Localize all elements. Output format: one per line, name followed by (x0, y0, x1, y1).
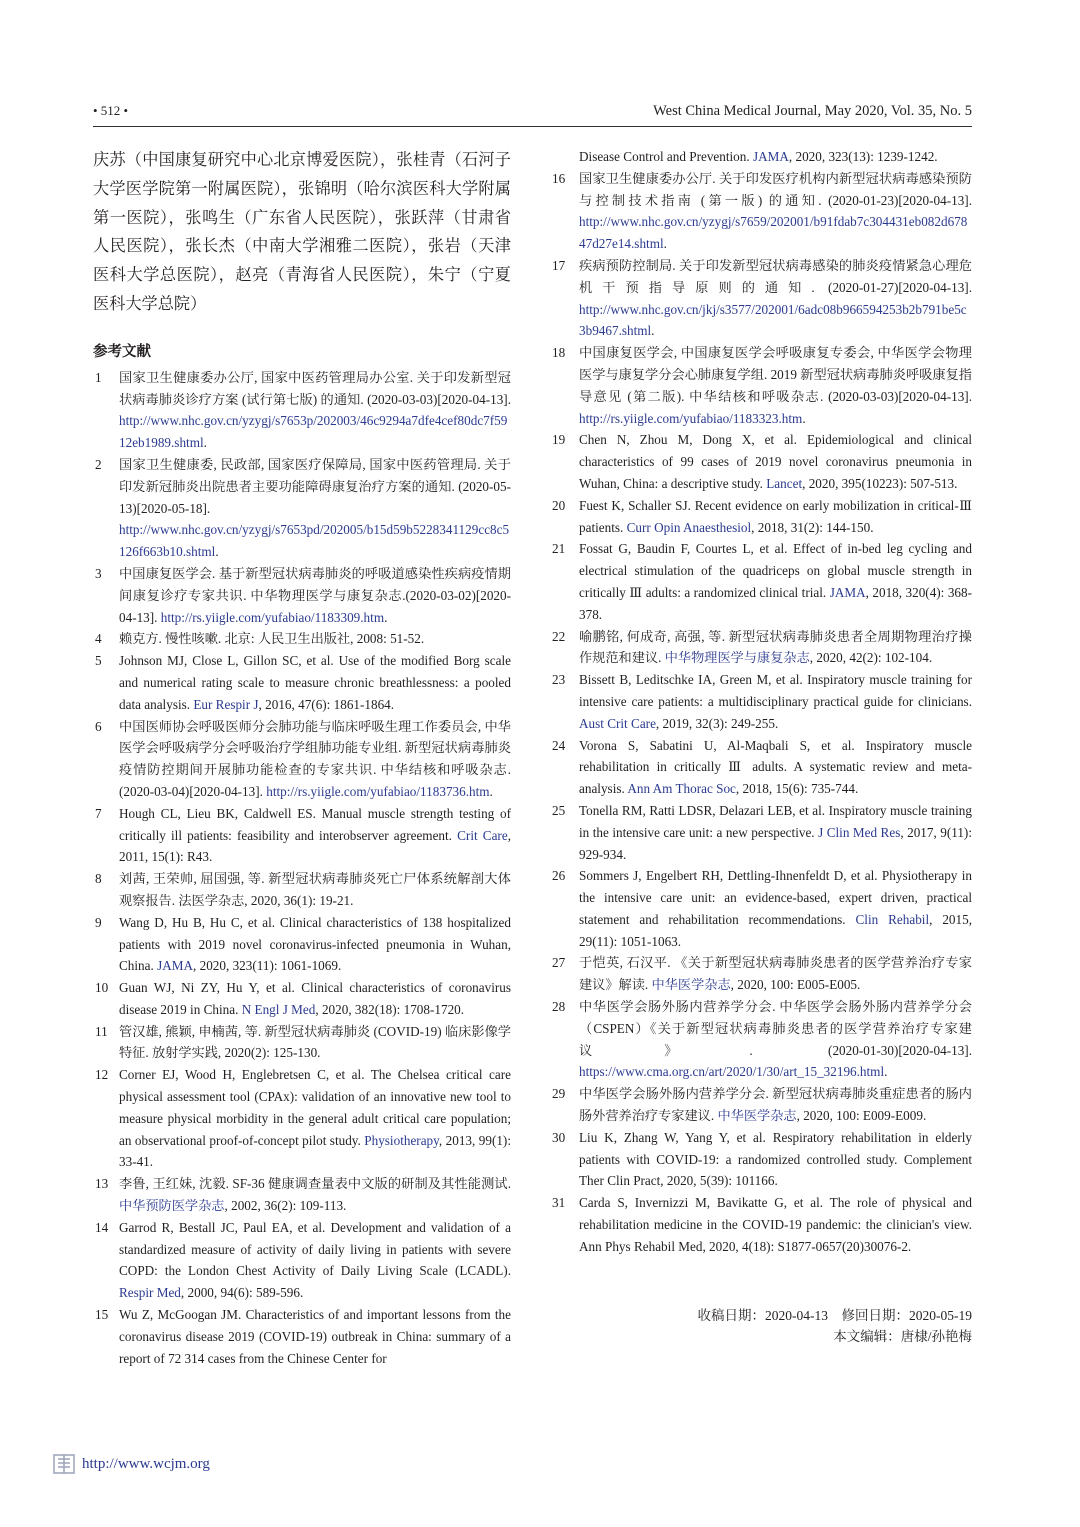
reference-number: 7 (95, 805, 102, 821)
reference-link[interactable]: Physiotherapy (364, 1132, 439, 1148)
reference-link[interactable]: https://www.cma.org.cn/art/2020/1/30/art_15_32196.html (579, 1064, 885, 1080)
reference-number: 18 (552, 345, 566, 361)
right-column (546, 146, 972, 1258)
page-number: • 512 • (93, 103, 129, 118)
reference-number: 31 (552, 1195, 566, 1211)
reference-item (93, 650, 511, 715)
reference-item (546, 1127, 972, 1192)
reference-item (546, 1192, 972, 1257)
reference-number: 1 (95, 369, 102, 385)
reference-item (93, 716, 511, 803)
reference-number: 10 (95, 980, 109, 996)
footer (52, 1452, 210, 1476)
reference-item (546, 168, 972, 255)
reference-link[interactable]: Crit Care (457, 827, 508, 843)
reference-item (93, 1173, 511, 1217)
reference-text: Sommers J, Engelbert RH, Dettling-Ihnenfeldt D, et al. Physiotherapy in the intensive care unit: an evidence-based, expert driven, practical statement and rehabilitation recommendations. Clin Rehabil, 2015, 29(11): 1051-1063. (579, 868, 972, 949)
reference-link[interactable]: Lancet (766, 475, 803, 491)
reference-link[interactable]: Eur Respir J (193, 696, 259, 712)
reference-item (93, 628, 511, 650)
reference-link[interactable]: Curr Opin Anaesthesiol (626, 519, 752, 535)
reference-link[interactable]: http://rs.yiigle.com/yufabiao/1183736.htm (266, 783, 490, 799)
reference-number: 4 (95, 631, 102, 647)
reference-link[interactable]: JAMA (829, 584, 866, 600)
reference-number: 17 (552, 257, 566, 273)
reference-text: 中华医学会肠外肠内营养学分会. 中华医学会肠外肠内营养学分会（CSPEN）《关于新型冠状病毒肺炎患者的医学营养治疗专家建议》. (2020-01-30)[2020-04-13]. https://www.cma.org.cn/art/2020/1/30/art_15_32196.html. (579, 999, 972, 1080)
reference-link[interactable]: http://www.nhc.gov.cn/yzygj/s7659/202001/b91fdab7c304431eb082d67847d27e14.shtml (579, 214, 968, 252)
reference-item (93, 454, 511, 563)
reference-text: Vorona S, Sabatini U, Al-Maqbali S, et al. Inspiratory muscle rehabilitation in critically Ⅲ adults. A systematic review and meta-analysis. Ann Am Thorac Soc, 2018, 15(6): 735-744. (579, 737, 972, 797)
reference-link[interactable]: 中华预防医学杂志 (119, 1198, 225, 1214)
reference-text: 管汉雄, 熊颖, 申楠茜, 等. 新型冠状病毒肺炎 (COVID-19) 临床影像学特征. 放射学实践, 2020(2): 125-130. (119, 1023, 511, 1061)
reference-number: 28 (552, 999, 566, 1015)
reference-text: Garrod R, Bestall JC, Paul EA, et al. Development and validation of a standardized measure of activity of daily living in patients with severe COPD: the London Chest Activity of Daily Living Scale (LCADL). Respir Med, 2000, 94(6): 589-596. (119, 1219, 511, 1301)
reference-text: 国家卫生健康委, 民政部, 国家医疗保障局, 国家中医药管理局. 关于印发新冠肺炎出院患者主要功能障碍康复治疗方案的通知. (2020-05-13)[2020-05-18]. http://www.nhc.gov.cn/yzygj/s7653pd/202005/b15d59b5228341129cc8c5126f663b10.shtml. (119, 456, 511, 560)
reference-item (93, 912, 511, 977)
reference-number: 15 (95, 1307, 109, 1323)
reference-item (546, 800, 972, 865)
reference-link[interactable]: http://rs.yiigle.com/yufabiao/1183309.htm (160, 609, 385, 625)
reference-number: 3 (95, 565, 102, 581)
reference-link[interactable]: N Engl J Med (241, 1001, 316, 1017)
reference-number: 19 (552, 432, 566, 448)
reference-item (546, 735, 972, 800)
reference-item (546, 429, 972, 494)
reference-item (546, 1083, 972, 1127)
reference-link[interactable]: Ann Am Thorac Soc (627, 781, 736, 797)
dates-block (698, 1305, 972, 1347)
reference-text: Liu K, Zhang W, Yang Y, et al. Respiratory rehabilitation in elderly patients with COVID-19: a randomized controlled study. Complement Ther Clin Pract, 2020, 5(39): 101166. (579, 1129, 972, 1189)
reference-number: 5 (95, 653, 102, 669)
reference-number: 13 (95, 1176, 109, 1192)
reference-text: Chen N, Zhou M, Dong X, et al. Epidemiological and clinical characteristics of 99 cases of 2019 novel coronavirus pneumonia in Wuhan, China: a descriptive study. Lancet, 2020, 395(10223): 507-513. (579, 432, 972, 491)
reference-link[interactable]: 中华医学杂志 (651, 977, 731, 993)
reference-number: 24 (552, 737, 566, 753)
reference-link[interactable]: http://www.nhc.gov.cn/jkj/s3577/202001/6adc08b966594253b2b791be5c3b9467.shtml (579, 301, 967, 339)
references-title: 参考文献 (93, 343, 151, 360)
reference-item (546, 342, 972, 429)
reference-text: Tonella RM, Ratti LDSR, Delazari LEB, et al. Inspiratory muscle training in the intensive care unit: a new perspective. J Clin Med Res, 2017, 9(11): 929-934. (579, 802, 972, 862)
reference-text: 疾病预防控制局. 关于印发新型冠状病毒感染的肺炎疫情紧急心理危机干预指导原则的通知. (2020-01-27)[2020-04-13]. http://www.nhc.gov.cn/jkj/s3577/202001/6adc08b966594253b2b791be5c3b9467.shtml. (579, 257, 972, 339)
reference-item (93, 1217, 511, 1304)
editor-line: 本文编辑：唐棣/孙艳梅 (833, 1329, 972, 1344)
reference-link[interactable]: Clin Rehabil (855, 911, 930, 927)
reference-number: 26 (552, 868, 566, 884)
reference-number: 22 (552, 628, 566, 644)
reference-text: 于恺英, 石汉平. 《关于新型冠状病毒肺炎患者的医学营养治疗专家建议》解读. 中华医学杂志, 2020, 100: E005-E005. (579, 955, 972, 993)
reference-number: 21 (552, 541, 566, 557)
reference-text: Guan WJ, Ni ZY, Hu Y, et al. Clinical characteristics of coronavirus disease 2019 in China. N Engl J Med, 2020, 382(18): 1708-1720. (119, 980, 511, 1017)
reference-number: 8 (95, 871, 102, 887)
reference-text: 国家卫生健康委办公厅, 国家中医药管理局办公室. 关于印发新型冠状病毒肺炎诊疗方案 (试行第七版) 的通知. (2020-03-03)[2020-04-13]. http://www.nhc.gov.cn/yzygj/s7653p/202003/46c9294a7dfe4cef80dc7f5912eb1989.shtml. (119, 369, 511, 451)
reference-link[interactable]: Respir Med (119, 1285, 181, 1301)
received-revised-dates: 收稿日期：2020-04-13 修回日期：2020-05-19 (697, 1308, 972, 1323)
journal-header: West China Medical Journal, May 2020, Vol. 35, No. 5 (653, 103, 972, 119)
reference-item (93, 563, 511, 628)
reference-text: 中国康复医学会. 基于新型冠状病毒肺炎的呼吸道感染性疾病疫情期间康复诊疗专家共识. 中华物理医学与康复杂志.(2020-03-02)[2020-04-13]. http://rs.yiigle.com/yufabiao/1183309.htm. (119, 565, 511, 625)
reference-number: 11 (95, 1023, 108, 1039)
reference-link[interactable]: http://rs.yiigle.com/yufabiao/1183323.htm (579, 410, 803, 426)
reference-item (546, 996, 972, 1083)
reference-link[interactable]: http://www.nhc.gov.cn/yzygj/s7653p/202003/46c9294a7dfe4cef80dc7f5912eb1989.shtml (119, 413, 508, 451)
reference-text: 赖克方. 慢性咳嗽. 北京: 人民卫生出版社, 2008: 51-52. (119, 631, 425, 647)
reference-number: 9 (95, 914, 102, 930)
reference-link[interactable]: 中华医学杂志 (717, 1108, 797, 1124)
references-list-left (93, 367, 511, 1370)
reference-link[interactable]: http://www.nhc.gov.cn/yzygj/s7653pd/202005/b15d59b5228341129cc8c5126f663b10.shtml (119, 522, 510, 560)
reference-text: 刘茜, 王荣帅, 屈国强, 等. 新型冠状病毒肺炎死亡尸体系统解剖大体观察报告. 法医学杂志, 2020, 36(1): 19-21. (119, 871, 511, 908)
reference-text: Fossat G, Baudin F, Courtes L, et al. Effect of in-bed leg cycling and electrical stimulation of the quadriceps on global muscle strength in critically Ⅲ adults: a randomized clinical trial. JAMA, 2018, 320(4): 368-378. (579, 541, 972, 622)
reference-item (546, 495, 972, 539)
reference-item (93, 1304, 511, 1369)
reference-text: Johnson MJ, Close L, Gillon SC, et al. Use of the modified Borg scale and numerical rating scale to measure chronic breathlessness: a pooled data analysis. Eur Respir J, 2016, 47(6): 1861-1864. (119, 653, 511, 712)
header-rule (93, 126, 972, 127)
intro-paragraph: 庆苏（中国康复研究中心北京博爱医院），张桂青（石河子大学医学院第一附属医院），张锦明（哈尔滨医科大学附属第一医院），张鸣生（广东省人民医院），张跃萍（甘肃省人民医院），张长杰（中南大学湘雅二医院），张岩（天津医科大学总医院），赵亮（青海省人民医院），朱宁（宁夏医科大学总院） (93, 151, 511, 313)
reference-text: 喻鹏铭, 何成奇, 高强, 等. 新型冠状病毒肺炎患者全周期物理治疗操作规范和建议. 中华物理医学与康复杂志, 2020, 42(2): 102-104. (579, 628, 972, 666)
reference-item (93, 803, 511, 868)
reference-item (546, 626, 972, 670)
reference-item (546, 669, 972, 734)
reference-number: 29 (552, 1086, 566, 1102)
reference-link[interactable]: J Clin Med Res (818, 824, 901, 840)
reference-item (546, 865, 972, 952)
reference-number: 25 (552, 802, 566, 818)
reference-number: 23 (552, 672, 566, 688)
reference-link[interactable]: JAMA (752, 149, 789, 164)
references-list-right (546, 168, 972, 1258)
reference-text: 中国医师协会呼吸医师分会肺功能与临床呼吸生理工作委员会, 中华医学会呼吸病学分会呼吸治疗学组肺功能专业组. 新型冠状病毒肺炎疫情防控期间开展肺功能检查的专家共识. 中华结核和呼吸杂志. (2020-03-04)[2020-04-13]. http://rs.yiigle.com/yufabiao/1183736.htm. (119, 718, 511, 799)
reference-15-continuation: Disease Control and Prevention. JAMA, 2020, 323(13): 1239-1242. (579, 149, 938, 164)
reference-text: Carda S, Invernizzi M, Bavikatte G, et al. The role of physical and rehabilitation medicine in the COVID-19 pandemic: the clinician's view. Ann Phys Rehabil Med, 2020, 4(18): S1877-0657(20)30076-2. (579, 1195, 972, 1254)
reference-number: 30 (552, 1129, 566, 1145)
reference-number: 6 (95, 718, 102, 734)
reference-text: Bissett B, Leditschke IA, Green M, et al. Inspiratory muscle training for intensive care patients: a multidisciplinary practical guide for clinicians. Aust Crit Care, 2019, 32(3): 249-255. (579, 672, 972, 731)
reference-item (93, 977, 511, 1021)
footer-url[interactable]: http://www.wcjm.org (82, 1455, 210, 1472)
reference-link[interactable]: JAMA (157, 958, 194, 974)
reference-text: 中华医学会肠外肠内营养学分会. 新型冠状病毒肺炎重症患者的肠内肠外营养治疗专家建议. 中华医学杂志, 2020, 100: E009-E009. (579, 1086, 972, 1124)
reference-text: 国家卫生健康委办公厅. 关于印发医疗机构内新型冠状病毒感染预防与控制技术指南 (第一版) 的通知. (2020-01-23)[2020-04-13]. http://www.nhc.gov.cn/yzygj/s7659/202001/b91fdab7c304431eb082d67847d27e14.shtml. (579, 170, 972, 252)
reference-number: 20 (552, 497, 566, 513)
reference-link[interactable]: 中华物理医学与康复杂志 (664, 650, 810, 666)
reference-number: 14 (95, 1219, 109, 1235)
reference-number: 16 (552, 170, 566, 186)
reference-item (93, 1021, 511, 1065)
reference-number: 2 (95, 456, 102, 472)
reference-text: Fuest K, Schaller SJ. Recent evidence on early mobilization in critical-Ⅲ patients. Curr Opin Anaesthesiol, 2018, 31(2): 144-150. (579, 497, 972, 535)
reference-text: 中国康复医学会, 中国康复医学会呼吸康复专委会, 中华医学会物理医学与康复学分会心肺康复学组. 2019 新型冠状病毒肺炎呼吸康复指导意见 (第二版). 中华结核和呼吸杂志. (2020-03-03)[2020-04-13]. http://rs.yiigle.com/yufabiao/1183323.htm. (579, 345, 972, 426)
reference-item (93, 367, 511, 454)
reference-text: Corner EJ, Wood H, Englebretsen C, et al. The Chelsea critical care physical assessment tool (CPAx): validation of an innovative new tool to measure physical morbidity in the general adult critical care population; an observational proof-of-concept pilot study. Physiotherapy, 2013, 99(1): 33-41. (119, 1067, 511, 1170)
reference-item (546, 538, 972, 625)
reference-item (546, 255, 972, 342)
reference-text: 李鲁, 王红妹, 沈毅. SF-36 健康调查量表中文版的研制及其性能测试. 中华预防医学杂志, 2002, 36(2): 109-113. (119, 1176, 511, 1214)
reference-link[interactable]: Aust Crit Care (579, 715, 656, 731)
reference-text: Wu Z, McGoogan JM. Characteristics of and important lessons from the coronavirus disease 2019 (COVID-19) outbreak in China: summary of a report of 72 314 cases from the Chinese Center for (119, 1307, 511, 1366)
reference-item (93, 868, 511, 912)
journal-logo-icon (52, 1452, 76, 1476)
reference-text: Wang D, Hu B, Hu C, et al. Clinical characteristics of 138 hospitalized patients with 2019 novel coronavirus-infected pneumonia in Wuhan, China. JAMA, 2020, 323(11): 1061-1069. (119, 914, 511, 974)
left-column (93, 146, 511, 1369)
reference-item (93, 1064, 511, 1173)
reference-number: 12 (95, 1067, 109, 1083)
reference-text: Hough CL, Lieu BK, Caldwell ES. Manual muscle strength testing of critically ill patients: feasibility and interobserver agreement. Crit Care, 2011, 15(1): R43. (119, 805, 511, 865)
reference-item (546, 952, 972, 996)
reference-number: 27 (552, 955, 566, 971)
